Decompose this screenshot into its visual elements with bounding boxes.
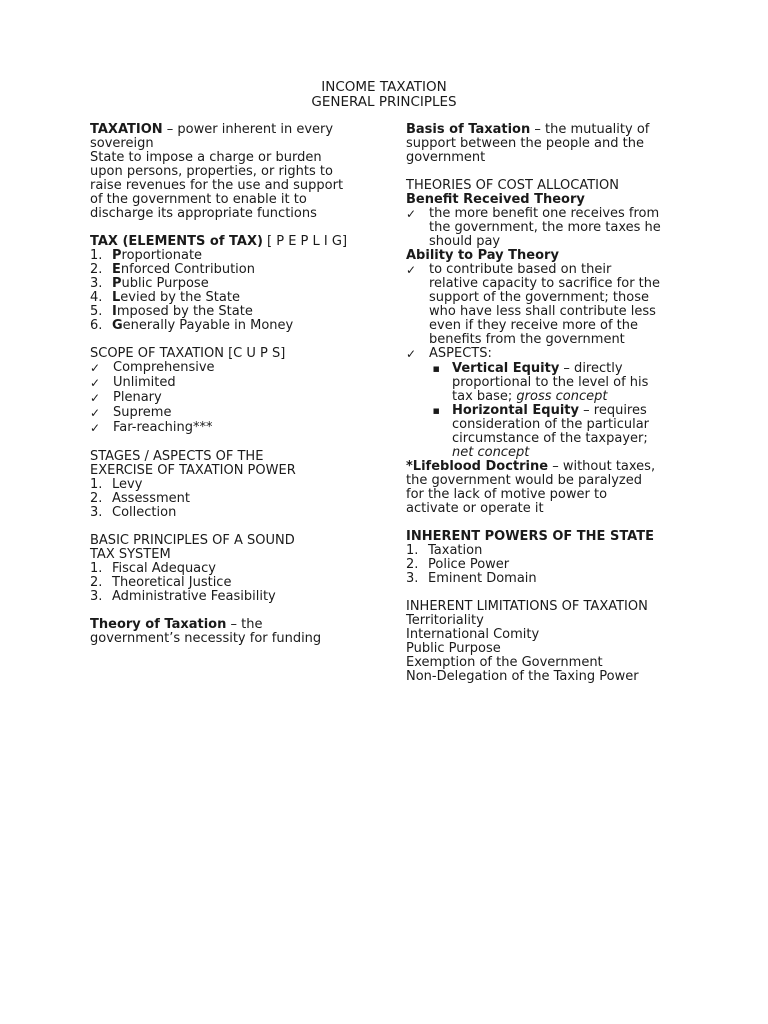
list-item: 2. Police Power (406, 557, 510, 572)
cost-allocation-heading: THEORIES OF COST ALLOCATION (406, 178, 619, 193)
tax-elements-heading: TAX (ELEMENTS of TAX) [ P E P L I G] (90, 234, 348, 249)
list-item: International Comity (406, 627, 540, 642)
limitations-section (406, 600, 682, 684)
document-title (0, 80, 768, 110)
taxation-definition (90, 123, 370, 221)
list-item: 3. Administrative Feasibility (90, 589, 276, 604)
list-item: 4. Levied by the State (90, 290, 240, 305)
checkmark-icon (406, 263, 429, 347)
list-item: Non-Delegation of the Taxing Power (406, 669, 639, 684)
basis-term: Basis of Taxation (406, 122, 531, 137)
stages-section (90, 450, 370, 520)
stages-heading: STAGES / ASPECTS OF THE (90, 449, 264, 464)
list-item: 2. Enforced Contribution (90, 262, 255, 277)
list-item: 1. Levy (90, 477, 143, 492)
principles-section (90, 534, 370, 604)
lifeblood-term: *Lifeblood Doctrine (406, 459, 549, 474)
checkmark-icon (90, 361, 113, 376)
stages-heading: EXERCISE OF TAXATION POWER (90, 463, 296, 478)
list-item: ✓ Far-reaching*** (90, 421, 370, 436)
square-bullet-icon (406, 404, 452, 460)
left-column (90, 123, 370, 660)
list-item: ✓ ASPECTS: (406, 347, 682, 362)
checkmark-icon (90, 421, 113, 436)
theory-term: Theory of Taxation (90, 617, 227, 632)
square-bullet-icon (406, 362, 452, 404)
cost-allocation-section (406, 179, 682, 460)
checkmark-icon (406, 347, 429, 362)
lifeblood-section: *Lifeblood Doctrine – without taxes, the government would be paralyzed for the lack of motive power to activate or operate it (406, 459, 656, 516)
benefit-theory-heading: Benefit Received Theory (406, 192, 585, 207)
taxation-body-line: State to impose a charge or burden (90, 150, 322, 165)
checkmark-icon (90, 376, 113, 391)
principles-heading: TAX SYSTEM (90, 547, 171, 562)
inherent-powers-heading: INHERENT POWERS OF THE STATE (406, 529, 654, 544)
checkmark-icon (90, 391, 113, 406)
list-item: Public Purpose (406, 641, 501, 656)
tax-elements-section (90, 235, 370, 333)
list-item: ✓ Comprehensive (90, 361, 370, 376)
ability-theory-heading: Ability to Pay Theory (406, 248, 559, 263)
list-item: ✓ Supreme (90, 406, 370, 421)
list-item: 1. Proportionate (90, 248, 203, 263)
checkmark-icon (406, 207, 429, 249)
theory-section: Theory of Taxation – the government’s necessity for funding (90, 617, 322, 646)
scope-heading: SCOPE OF TAXATION [C U P S] (90, 346, 286, 361)
list-item: Territoriality (406, 613, 484, 628)
basis-section: Basis of Taxation – the mutuality of support between the people and the government (406, 122, 650, 165)
sub-list-item: ▪ Vertical Equity – directly proportional to the level of his tax base; gross concept (406, 362, 682, 404)
sub-list-item: ▪ Horizontal Equity – requires consideration of the particular circumstance of the taxpayer; net concept (406, 404, 682, 460)
list-item: ✓ to contribute based on their relative capacity to sacrifice for the support of the government; those who have less shall contribute less even if they receive more of the benefits from the government (406, 263, 682, 347)
list-item: 6. Generally Payable in Money (90, 318, 294, 333)
list-item: ✓ Plenary (90, 391, 370, 406)
list-item: ✓ Unlimited (90, 376, 370, 391)
right-column (406, 123, 682, 698)
title-line-1: INCOME TAXATION (321, 79, 447, 95)
inherent-powers-section (406, 530, 682, 586)
principles-heading: BASIC PRINCIPLES OF A SOUND (90, 533, 295, 548)
taxation-body-line: upon persons, properties, or rights to (90, 164, 333, 179)
list-item: ✓ the more benefit one receives from the government, the more taxes he should pay (406, 207, 682, 249)
list-item: 3. Eminent Domain (406, 571, 537, 586)
scope-section (90, 347, 370, 436)
list-item: 5. Imposed by the State (90, 304, 253, 319)
limitations-heading: INHERENT LIMITATIONS OF TAXATION (406, 599, 648, 614)
taxation-dash: – power inherent in every sovereign (90, 122, 334, 151)
list-item: 2. Theoretical Justice (90, 575, 232, 590)
list-item: Exemption of the Government (406, 655, 603, 670)
title-line-2: GENERAL PRINCIPLES (311, 94, 457, 110)
taxation-term: TAXATION (90, 122, 163, 137)
list-item: 3. Public Purpose (90, 276, 209, 291)
taxation-body-line: of the government to enable it to (90, 192, 307, 207)
taxation-body-line: raise revenues for the use and support (90, 178, 344, 193)
list-item: 2. Assessment (90, 491, 190, 506)
taxation-body-line: discharge its appropriate functions (90, 206, 317, 221)
checkmark-icon (90, 406, 113, 421)
list-item: 1. Taxation (406, 543, 483, 558)
list-item: 1. Fiscal Adequacy (90, 561, 216, 576)
list-item: 3. Collection (90, 505, 177, 520)
